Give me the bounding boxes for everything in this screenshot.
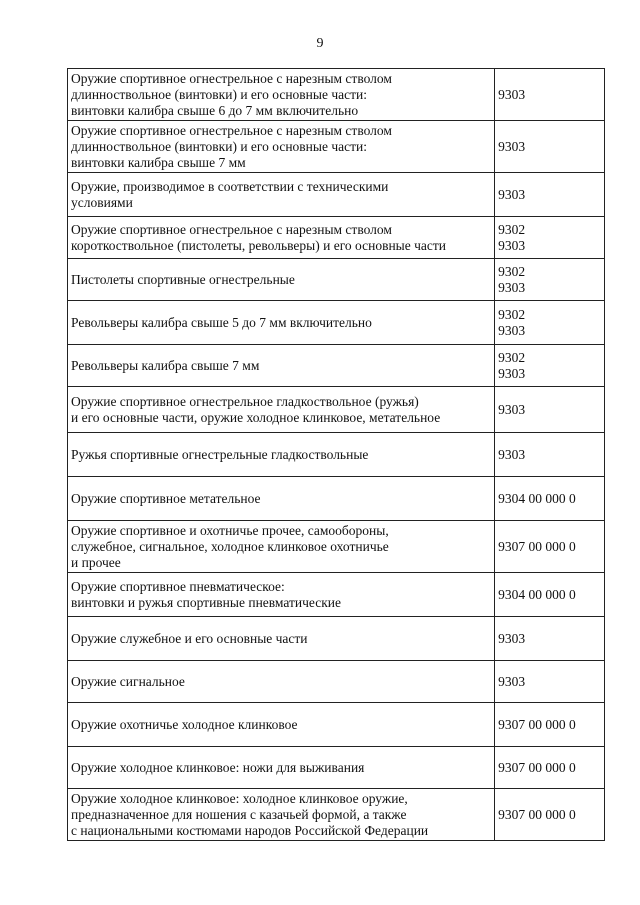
- item-name-line: короткоствольное (пистолеты, револьверы) и его основные части: [71, 237, 447, 253]
- tnved-code-cell: [495, 69, 605, 121]
- table-row: [68, 617, 605, 661]
- item-name-line: Оружие спортивное огнестрельное с нарезным стволом: [71, 70, 392, 86]
- item-name-line: Револьверы калибра свыше 7 мм: [71, 357, 260, 373]
- tnved-code-cell: [495, 301, 605, 345]
- item-name-line: Оружие холодное клинковое: холодное клинковое оружие,: [71, 790, 408, 806]
- tnved-code-cell: [495, 259, 605, 301]
- table-body: [68, 69, 605, 841]
- table-row: [68, 789, 605, 841]
- tnved-code: 9303: [498, 86, 526, 102]
- item-name-cell: [68, 69, 495, 121]
- item-name-cell: [68, 661, 495, 703]
- item-name-line: Револьверы калибра свыше 5 до 7 мм включительно: [71, 314, 372, 330]
- tnved-code: 9303: [498, 365, 526, 381]
- tnved-code: 9303: [498, 401, 526, 417]
- item-name-line: винтовки калибра свыше 6 до 7 мм включительно: [71, 102, 359, 118]
- item-name-line: служебное, сигнальное, холодное клинковое охотничье: [71, 538, 389, 554]
- item-name-line: с национальными костюмами народов Российской Федерации: [71, 822, 429, 838]
- tnved-code: 9307 00 000 0: [498, 806, 576, 822]
- table-row: [68, 301, 605, 345]
- item-name-line: Пистолеты спортивные огнестрельные: [71, 271, 295, 287]
- item-name-cell: [68, 789, 495, 841]
- item-name-cell: [68, 477, 495, 521]
- tnved-code: 9303: [498, 186, 526, 202]
- tnved-code: 9307 00 000 0: [498, 538, 576, 554]
- item-name-cell: [68, 703, 495, 747]
- item-name-cell: [68, 345, 495, 387]
- tnved-code-cell: [495, 121, 605, 173]
- item-name-cell: [68, 301, 495, 345]
- item-name-cell: [68, 173, 495, 217]
- tnved-code-cell: [495, 173, 605, 217]
- tnved-code: 9304 00 000 0: [498, 490, 576, 506]
- item-name-cell: [68, 217, 495, 259]
- item-name-line: Оружие спортивное пневматическое:: [71, 578, 285, 594]
- tnved-code: 9303: [498, 630, 526, 646]
- table-row: [68, 121, 605, 173]
- tnved-code-cell: [495, 217, 605, 259]
- table-row: [68, 573, 605, 617]
- item-name-line: Оружие спортивное огнестрельное гладкоствольное (ружья): [71, 393, 419, 409]
- item-name-cell: [68, 521, 495, 573]
- item-name-cell: [68, 573, 495, 617]
- tnved-code-cell: [495, 345, 605, 387]
- item-name-line: Оружие спортивное и охотничье прочее, самообороны,: [71, 522, 389, 538]
- item-name-line: предназначенное для ношения с казачьей формой, а также: [71, 806, 407, 822]
- item-name-line: Оружие служебное и его основные части: [71, 630, 308, 646]
- item-name-line: Оружие спортивное огнестрельное с нарезным стволом: [71, 221, 392, 237]
- tnved-code-cell: [495, 703, 605, 747]
- item-name-line: винтовки и ружья спортивные пневматические: [71, 594, 342, 610]
- tnved-code-cell: [495, 747, 605, 789]
- item-name-cell: [68, 121, 495, 173]
- table-row: [68, 477, 605, 521]
- tnved-code: 9304 00 000 0: [498, 586, 576, 602]
- table-row: [68, 703, 605, 747]
- weapons-classification-table: [67, 68, 605, 841]
- tnved-code-cell: [495, 477, 605, 521]
- item-name-line: Ружья спортивные огнестрельные гладкоствольные: [71, 446, 369, 462]
- tnved-code: 9303: [498, 673, 526, 689]
- item-name-line: длинноствольное (винтовки) и его основные части:: [71, 138, 367, 154]
- tnved-code: 9303: [498, 138, 526, 154]
- tnved-code-cell: [495, 433, 605, 477]
- item-name-line: Оружие спортивное метательное: [71, 490, 261, 506]
- item-name-line: Оружие спортивное огнестрельное с нарезным стволом: [71, 122, 392, 138]
- page-number: 9: [316, 36, 324, 51]
- tnved-code-cell: [495, 789, 605, 841]
- item-name-cell: [68, 259, 495, 301]
- item-name-line: Оружие, производимое в соответствии с техническими: [71, 178, 389, 194]
- table-row: [68, 259, 605, 301]
- item-name-line: Оружие охотничье холодное клинковое: [71, 716, 298, 732]
- item-name-line: Оружие холодное клинковое: ножи для выживания: [71, 759, 365, 775]
- tnved-code: 9302: [498, 221, 526, 237]
- tnved-code-cell: [495, 661, 605, 703]
- table-row: [68, 433, 605, 477]
- item-name-line: и прочее: [71, 554, 121, 570]
- table-row: [68, 173, 605, 217]
- table-row: [68, 345, 605, 387]
- item-name-line: винтовки калибра свыше 7 мм: [71, 154, 246, 170]
- tnved-code: 9307 00 000 0: [498, 716, 576, 732]
- item-name-line: Оружие сигнальное: [71, 673, 185, 689]
- item-name-line: и его основные части, оружие холодное клинковое, метательное: [71, 409, 441, 425]
- tnved-code: 9302: [498, 306, 526, 322]
- tnved-code: 9302: [498, 349, 526, 365]
- tnved-code: 9303: [498, 279, 526, 295]
- item-name-cell: [68, 433, 495, 477]
- tnved-code-cell: [495, 521, 605, 573]
- tnved-code: 9302: [498, 263, 526, 279]
- tnved-code-cell: [495, 573, 605, 617]
- table-row: [68, 747, 605, 789]
- table-row: [68, 69, 605, 121]
- tnved-code-cell: [495, 387, 605, 433]
- table-row: [68, 521, 605, 573]
- item-name-line: условиями: [71, 194, 133, 210]
- item-name-cell: [68, 617, 495, 661]
- tnved-code: 9303: [498, 322, 526, 338]
- tnved-code: 9303: [498, 446, 526, 462]
- tnved-code: 9307 00 000 0: [498, 759, 576, 775]
- table-row: [68, 217, 605, 259]
- tnved-code-cell: [495, 617, 605, 661]
- item-name-cell: [68, 387, 495, 433]
- tnved-code: 9303: [498, 237, 526, 253]
- item-name-cell: [68, 747, 495, 789]
- item-name-line: длинноствольное (винтовки) и его основные части:: [71, 86, 367, 102]
- table-row: [68, 387, 605, 433]
- table-row: [68, 661, 605, 703]
